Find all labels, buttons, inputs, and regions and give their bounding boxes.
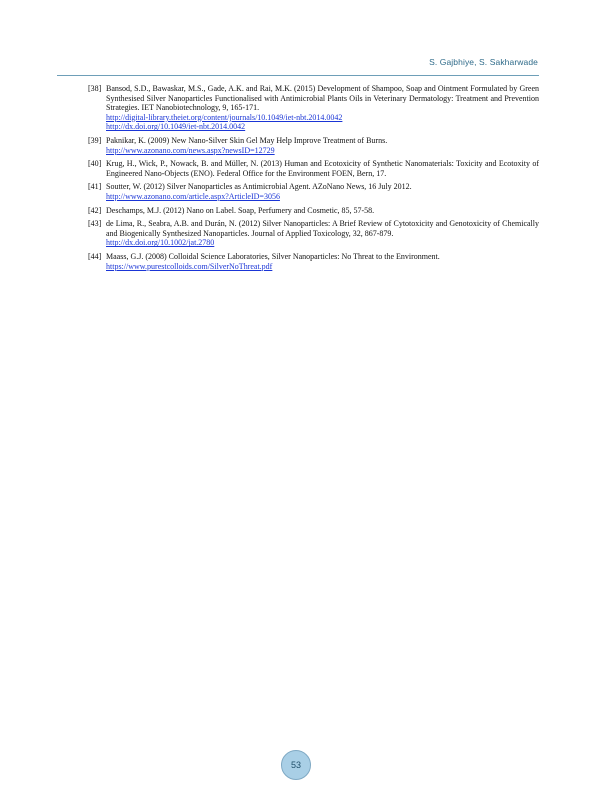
reference-link[interactable]: http://www.azonano.com/article.aspx?ArticleID=3056 [106,191,280,201]
reference-text: Krug, H., Wick, P., Nowack, B. and Müller, N. (2013) Human and Ecotoxicity of Synthetic Nanomaterials: Toxicity and Ecotoxity of Engineered Nano-Objects (ENO). Federal Office for the Environment FOEN, Bern, 17. [106,159,539,178]
reference-doi-link[interactable]: http://dx.doi.org/10.1002/jat.2780 [106,238,215,248]
reference-39 [88,136,539,155]
running-header-authors: S. Gajbhiye, S. Sakharwade [429,57,538,67]
reference-link[interactable]: http://digital-library.theiet.org/content/journals/10.1049/iet-nbt.2014.0042 [106,112,343,122]
reference-text: Deschamps, M.J. (2012) Nano on Label. Soap, Perfumery and Cosmetic, 85, 57-58. [106,205,375,215]
reference-number: [42] [88,205,102,215]
reference-doi-link[interactable]: http://dx.doi.org/10.1049/iet-nbt.2014.0042 [106,122,246,132]
reference-42 [88,206,539,216]
reference-43 [88,219,539,248]
reference-number: [40] [88,159,102,169]
reference-text: Bansod, S.D., Bawaskar, M.S., Gade, A.K. and Rai, M.K. (2015) Development of Shampoo, Soap and Ointment Formulated by Green Synthesised Silver Nanoparticles Functionalised with Antimicrobial Plants Oils in Veterinary Dermatology: Treatment and Prevention Strategies. IET Nanobiotechnology, 9, 165-171. [106,84,539,113]
reference-41 [88,182,539,201]
reference-link[interactable]: http://www.azonano.com/news.aspx?newsID=12729 [106,145,275,155]
reference-40 [88,159,539,178]
reference-link[interactable]: https://www.purestcolloids.com/SilverNoThreat.pdf [106,261,273,271]
reference-number: [38] [88,84,102,93]
reference-text: Maass, G.J. (2008) Colloidal Science Laboratories, Silver Nanoparticles: No Threat to the Environment. [106,251,440,261]
reference-number: [39] [88,135,102,145]
reference-38 [88,84,539,132]
reference-44 [88,252,539,271]
reference-number: [43] [88,219,102,229]
reference-text: Soutter, W. (2012) Silver Nanoparticles as Antimicrobial Agent. AZoNano News, 16 July 2012. [106,182,412,192]
reference-number: [44] [88,251,102,261]
reference-text: Paknikar, K. (2009) New Nano-Silver Skin Gel May Help Improve Treatment of Burns. [106,135,388,145]
reference-list [88,84,539,275]
reference-number: [41] [88,182,102,192]
header-divider [57,75,539,76]
page-number-badge: 53 [281,750,311,780]
reference-text: de Lima, R., Seabra, A.B. and Durán, N. (2012) Silver Nanoparticles: A Brief Review of Cytotoxicity and Genotoxicity of Chemically and Biogenically Synthesized Nanoparticles. Journal of Applied Toxicology, 32, 867-879. [106,219,539,238]
